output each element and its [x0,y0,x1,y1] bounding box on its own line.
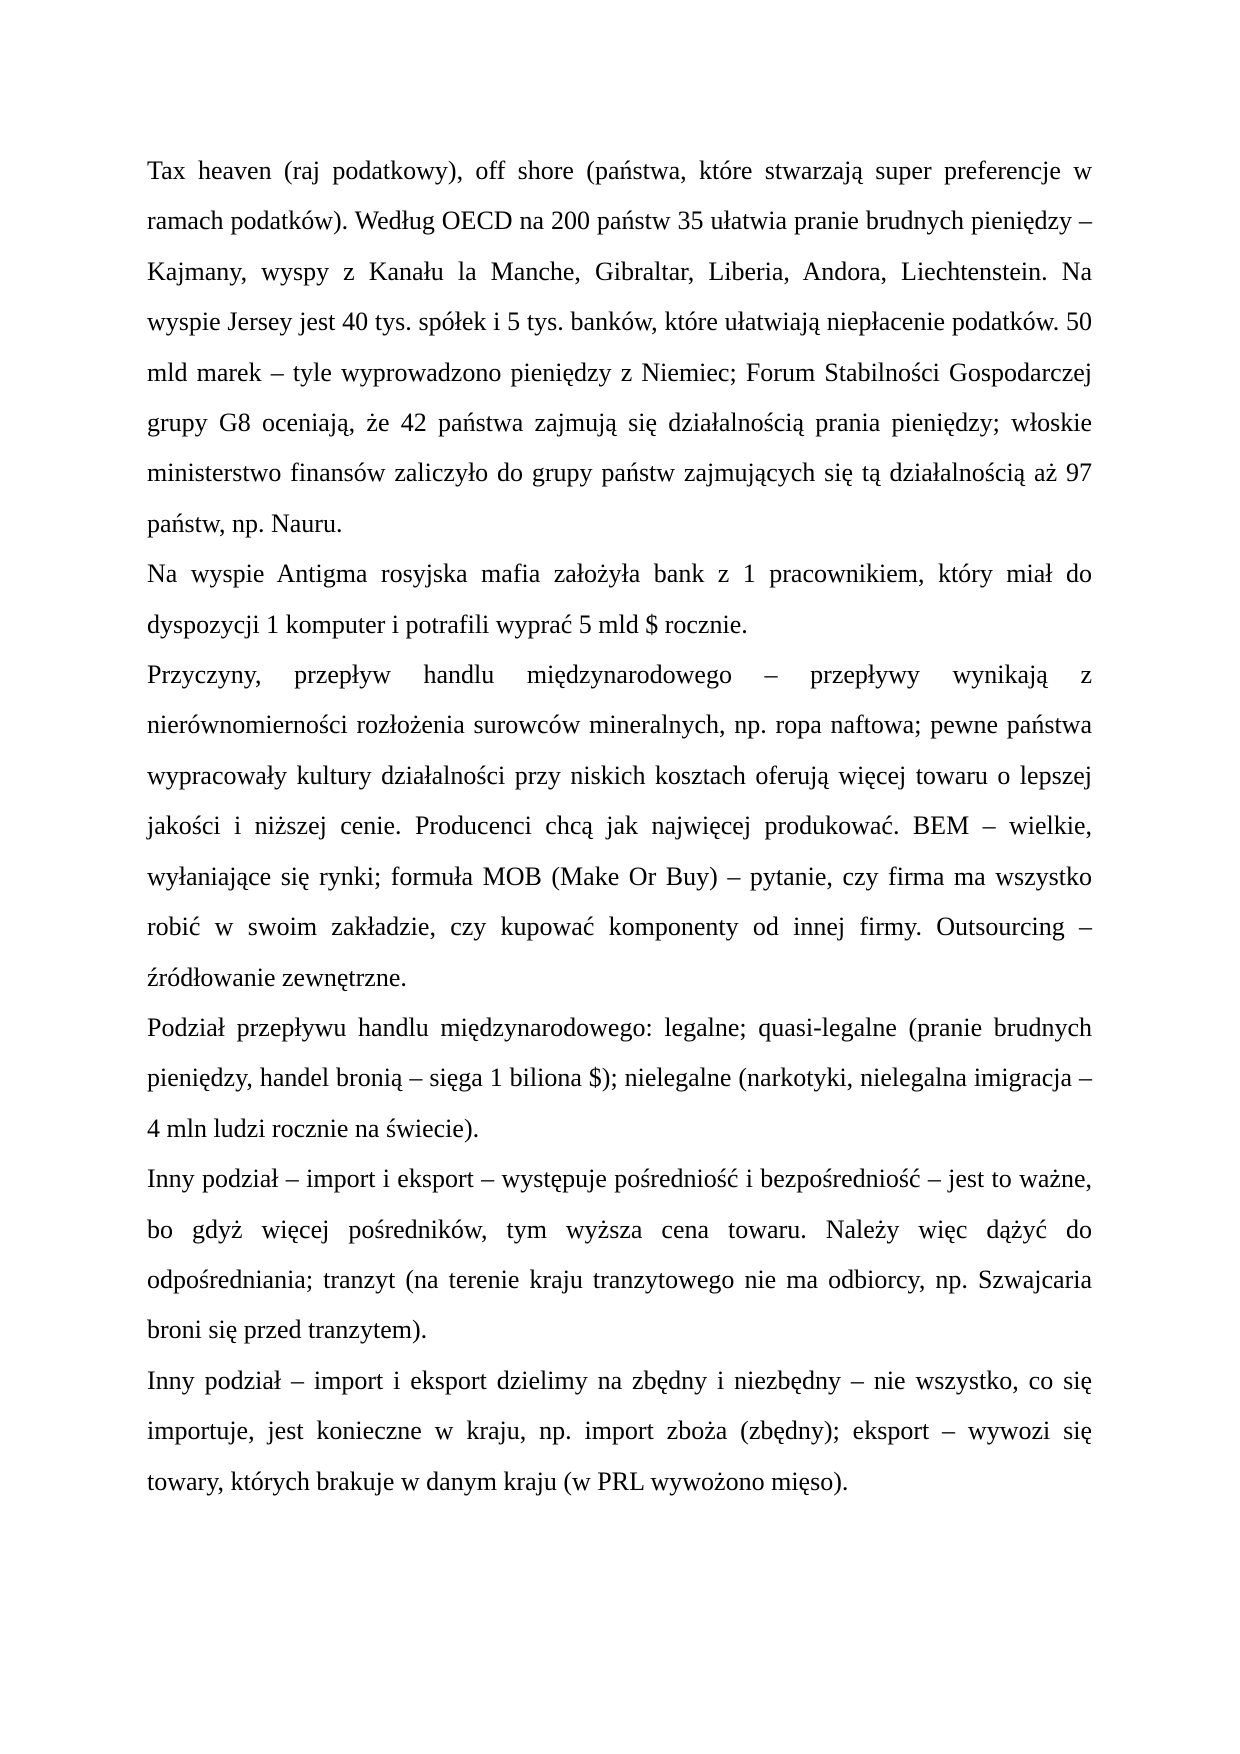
paragraph-causes: Przyczyny, przepływ handlu międzynarodowego – przepływy wynikają z nierównomierności rozłożenia surowców mineralnych, np. ropa naftowa; pewne państwa wypracowały kultury działalności przy niskich kosztach oferują więcej towaru o lepszej jakości i niższej cenie. Producenci chcą jak najwięcej produkować. BEM – wielkie, wyłaniające się rynki; formuła MOB (Make Or Buy) – pytanie, czy firma ma wszystko robić w swoim zakładzie, czy kupować komponenty od innej firmy. Outsourcing – źródłowanie zewnętrzne. [147,660,1092,992]
paragraph-trade-division: Podział przepływu handlu międzynarodowego: legalne; quasi-legalne (pranie brudnych pieniędzy, handel bronią – sięga 1 biliona $); nielegalne (narkotyki, nielegalna imigracja – 4 mln ludzi rocznie na świecie). [147,1012,1092,1143]
paragraph-import-export-intermediaries: Inny podział – import i eksport – występuje pośredniość i bezpośredniość – jest to ważne, bo gdyż więcej pośredników, tym wyższa cena towaru. Należy więc dążyć do odpośredniania; tranzyt (na terenie kraju tranzytowego nie ma odbiorcy, np. Szwajcaria broni się przed tranzytem). [147,1164,1092,1345]
paragraph-antigma: Na wyspie Antigma rosyjska mafia założyła bank z 1 pracownikiem, który miał do dyspozycji 1 komputer i potrafili wyprać 5 mld $ rocznie. [147,559,1092,639]
paragraph-import-export-necessity: Inny podział – import i eksport dzielimy na zbędny i niezbędny – nie wszystko, co się importuje, jest konieczne w kraju, np. import zboża (zbędny); eksport – wywozi się towary, których brakuje w danym kraju (w PRL wywożono mięso). [147,1365,1092,1496]
paragraph-tax-heaven: Tax heaven (raj podatkowy), off shore (państwa, które stwarzają super preferencje w ramach podatków). Według OECD na 200 państw 35 ułatwia pranie brudnych pieniędzy – Kajmany, wyspy z Kanału la Manche, Gibraltar, Liberia, Andora, Liechtenstein. Na wyspie Jersey jest 40 tys. spółek i 5 tys. banków, które ułatwiają niepłacenie podatków. 50 mld marek – tyle wyprowadzono pieniędzy z Niemiec; Forum Stabilności Gospodarczej grupy G8 oceniają, że 42 państwa zajmują się działalnością prania pieniędzy; włoskie ministerstwo finansów zaliczyło do grupy państw zajmujących się tą działalnością aż 97 państw, np. Nauru. [147,156,1092,538]
document-body [147,146,1092,1507]
